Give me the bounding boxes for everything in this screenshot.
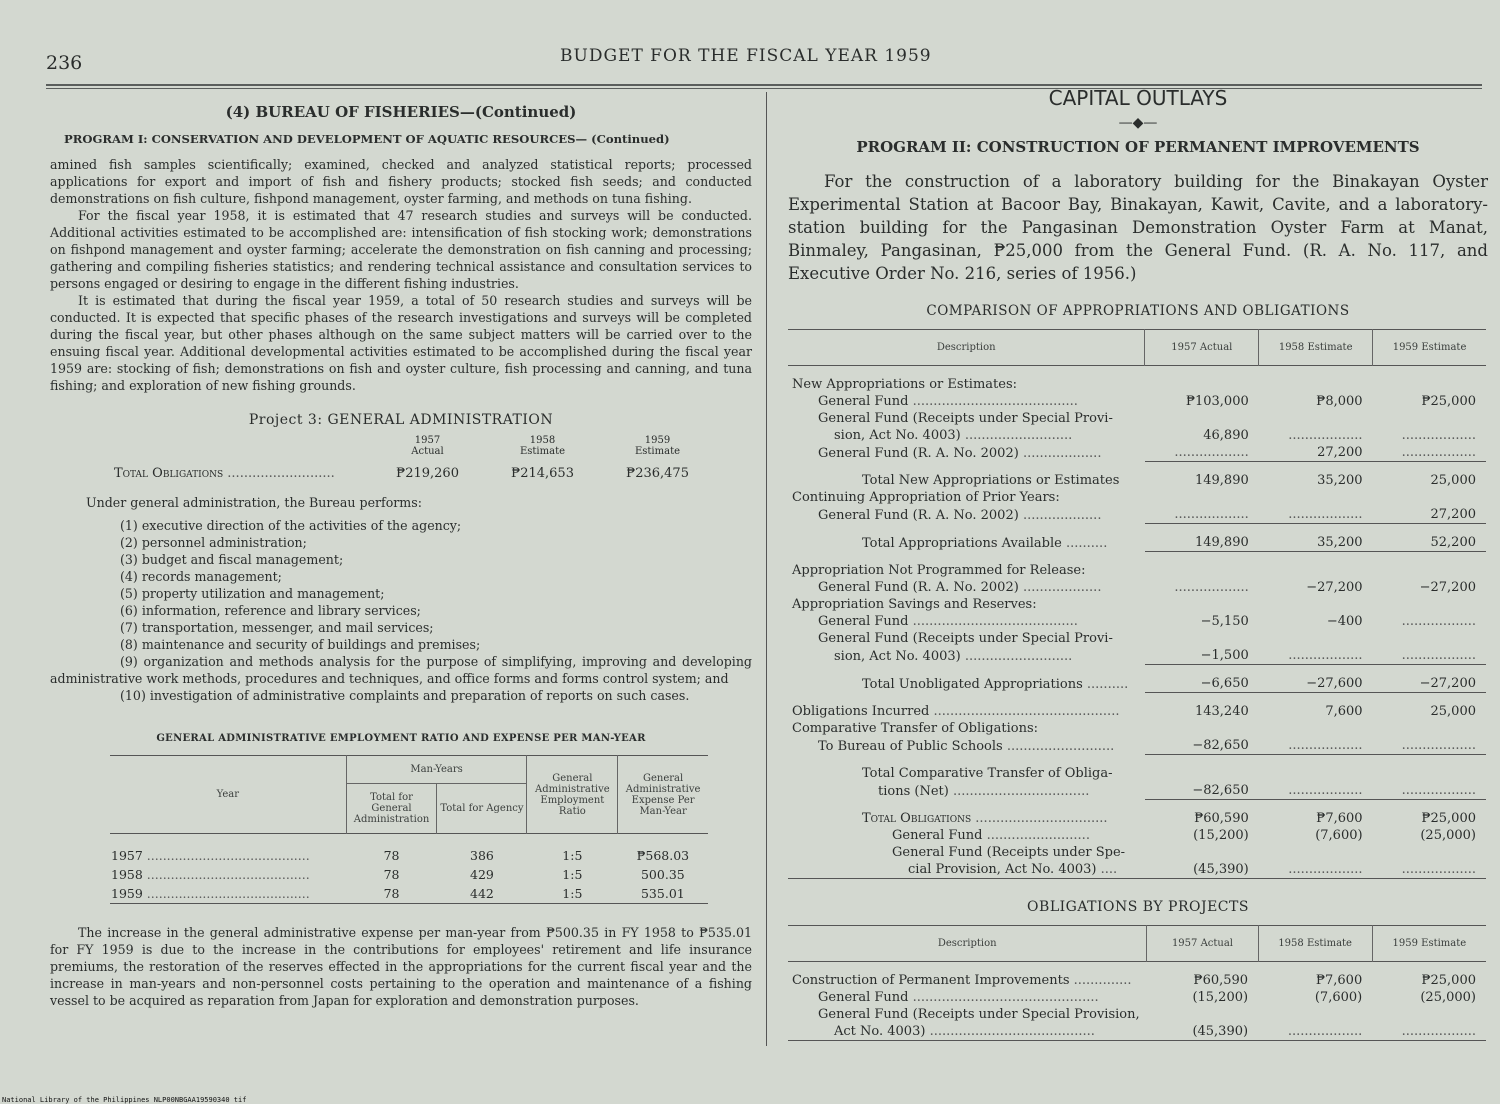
table-row: 1957 ......................................... 78 386 1:5 ₱568.03: [111, 848, 690, 863]
total-1959: ₱236,475: [626, 466, 689, 481]
list-item: (9) organization and methods analysis for the purpose of simplifying, improving and developing administrative work methods, procedures and techniques, and office forms and forms control system; and: [50, 654, 752, 686]
table-row: 1958 ......................................... 78 429 1:5 500.35: [111, 867, 685, 882]
table-row: Total Unobligated Appropriations .......... −6,650 −27,600 −27,200: [788, 675, 1486, 693]
table-row: New Appropriations or Estimates:: [792, 377, 1017, 392]
ratio-head-total-agency: Total for Agency: [437, 784, 527, 834]
head-1957: 1957 Actual: [1147, 926, 1258, 962]
list-item: (4) records management;: [120, 569, 282, 584]
performs-intro: Under general administration, the Bureau performs:: [86, 495, 422, 510]
head-1958: 1958 Estimate: [1258, 926, 1372, 962]
paragraph-3: It is estimated that during the fiscal year 1959, a total of 50 research studies and surveys will be conducted. It is expected that specific phases of the research investigations and surveys will be completed during the fiscal year, but other phases although on the same subject matters will be carried over to the ensuing fiscal year. Additional developmental activities estimated to be accomplished during the fiscal year 1959 are: stocking of fish; demonstrations on fish and oyster culture, fish processing and canning, and tuna fishing; and exploration of new fishing grounds.: [50, 293, 752, 393]
col-head-1957: 1957 Actual: [411, 435, 444, 457]
table-row: Total Comparative Transfer of Obliga-: [862, 766, 1113, 781]
total-1958: ₱214,653: [511, 466, 574, 481]
col-head-1959: 1959 Estimate: [634, 435, 681, 457]
table-row: Obligations Incurred ............................................. 143,240 7,600 25,000: [792, 704, 1476, 719]
list-item: (3) budget and fiscal management;: [120, 552, 344, 567]
table-row: Total New Appropriations or Estimates 149,890 35,200 25,000: [862, 473, 1476, 488]
table-row: Act No. 4003) ........................................ (45,390) .................. ..................: [788, 1023, 1486, 1041]
total-obligations-row: Total Obligations .......................... ₱219,260 ₱214,653 ₱236,475: [50, 465, 752, 482]
table-row: Appropriation Savings and Reserves:: [792, 597, 1037, 612]
comparison-title: COMPARISON OF APPROPRIATIONS AND OBLIGATIONS: [926, 303, 1350, 319]
ratio-table: [110, 755, 708, 904]
table-row: To Bureau of Public Schools .......................... −82,650 .................. ..................: [788, 737, 1486, 755]
table-row: cial Provision, Act No. 4003) .... (45,390) .................. ..................: [788, 861, 1486, 879]
list-item: (2) personnel administration;: [120, 535, 307, 550]
column-divider: [766, 92, 767, 1046]
table-row: Continuing Appropriation of Prior Years:: [792, 490, 1060, 505]
head-description: Description: [788, 330, 1145, 366]
table-row: General Fund (R. A. No. 2002) ................... .................. 27,200 ..................: [788, 444, 1486, 462]
paragraph-1: amined fish samples scientifically; examined, checked and analyzed statistical reports; processed applications for export and import of fish and fishery products; stocked fish seeds; and conducted demonstrations on fish culture, fishpond management, oyster farming, and methods on tuna fishing.: [50, 157, 752, 206]
program-ii-title: PROGRAM II: CONSTRUCTION OF PERMANENT IMPROVEMENTS: [856, 138, 1420, 156]
table-row: General Fund (R. A. No. 2002) ................... .................. −27,200 −27,200: [818, 580, 1476, 595]
ratio-head-man-years: Man-Years: [346, 756, 527, 784]
list-item: (10) investigation of administrative complaints and preparation of reports on such cases.: [120, 688, 690, 703]
col-head-1958: 1958 Estimate: [519, 435, 566, 457]
table-row: Comparative Transfer of Obligations:: [792, 721, 1038, 736]
ratio-head-total-ga: Total for General Administration: [346, 784, 437, 834]
table-row: sion, Act No. 4003) .......................... 46,890 .................. ..................: [834, 428, 1476, 443]
left-column: [50, 100, 752, 1009]
total-obligations-label: Total Obligations: [114, 466, 224, 481]
table-row: Construction of Permanent Improvements .............. ₱60,590 ₱7,600 ₱25,000: [792, 973, 1476, 988]
running-head: BUDGET FOR THE FISCAL YEAR 1959: [560, 46, 932, 66]
projects-title: OBLIGATIONS BY PROJECTS: [1027, 899, 1249, 915]
table-row: General Fund (Receipts under Special Provi-: [818, 411, 1113, 426]
ratio-table-title: GENERAL ADMINISTRATIVE EMPLOYMENT RATIO AND EXPENSE PER MAN-YEAR: [156, 733, 646, 744]
table-row: Total Obligations ................................ ₱60,590 ₱7,600 ₱25,000: [862, 811, 1476, 826]
table-row: sion, Act No. 4003) .......................... −1,500 .................. ..................: [788, 647, 1486, 665]
table-row: General Fund ............................................. (15,200) (7,600) (25,000): [818, 990, 1476, 1005]
table-row: tions (Net) ................................. −82,650 .................. ..................: [788, 782, 1486, 800]
projects-table: [788, 925, 1486, 1041]
head-1957: 1957 Actual: [1145, 330, 1259, 366]
comparison-table: [788, 329, 1486, 879]
ratio-head-expense: General Administrative Expense Per Man-Year: [618, 756, 708, 834]
closing-paragraph: The increase in the general administrative expense per man-year from ₱500.35 in FY 1958 to ₱535.01 for FY 1959 is due to the increase in the contributions for employees' retirement and life insurance premiums, the restoration of the reserves effected in the appropriations for the current fiscal year and the increase in man-years and non-personnel costs pertaining to the operation and maintenance of a fishing vessel to be acquired as reparation from Japan for exploration and demonstration purposes.: [50, 925, 752, 1008]
list-item: (5) property utilization and management;: [120, 586, 385, 601]
total-column-heads: [50, 435, 752, 457]
ratio-head-year: Year: [216, 789, 240, 800]
page-number: 236: [46, 52, 83, 74]
table-row: Appropriation Not Programmed for Release:: [792, 563, 1086, 578]
table-row: General Fund (Receipts under Special Provision,: [818, 1007, 1140, 1022]
list-item: (8) maintenance and security of buildings and premises;: [120, 637, 481, 652]
table-row: 1959 ......................................... 78 442 1:5 535.01: [110, 884, 708, 904]
list-item: (7) transportation, messenger, and mail services;: [120, 620, 434, 635]
duties-list: [50, 517, 752, 704]
table-row: General Fund (Receipts under Spe-: [892, 845, 1126, 860]
table-row: General Fund ......................... (15,200) (7,600) (25,000): [892, 828, 1476, 843]
head-1958: 1958 Estimate: [1259, 330, 1373, 366]
list-item: (6) information, reference and library services;: [120, 603, 421, 618]
table-row: Total Appropriations Available .......... 149,890 35,200 52,200: [788, 534, 1486, 552]
paragraph-2: For the fiscal year 1958, it is estimated that 47 research studies and surveys will be conducted. Additional activities estimated to be accomplished are: intensification of fish stocking work; demonstrations on fishpond management and oyster farming; accelerate the demonstration on fish canning and processing; gathering and compiling fisheries statistics; and rendering technical assistance and consultation services to persons engaged or desiring to engage in the different fishing industries.: [50, 208, 752, 291]
ratio-head-ratio: General Administrative Employment Ratio: [527, 756, 618, 834]
program-title: PROGRAM I: CONSERVATION AND DEVELOPMENT OF AQUATIC RESOURCES— (Continued): [64, 132, 670, 146]
list-item: (1) executive direction of the activities of the agency;: [120, 518, 462, 533]
program-ii-description: For the construction of a laboratory building for the Binakayan Oyster Experimental Station at Bacoor Bay, Binakayan, Kawit, Cavite, and a laboratory-station building for the Pangasinan Demonstration Oyster Farm at Manat, Binmaley, Pangasinan, ₱25,000 from the General Fund. (R. A. No. 117, and Executive Order No. 216, series of 1956.): [788, 172, 1488, 283]
ornament-divider: —◆—: [1118, 115, 1158, 131]
section-title: (4) BUREAU OF FISHERIES—(Continued): [225, 103, 577, 121]
capital-outlays-title: CAPITAL OUTLAYS: [1048, 86, 1228, 110]
project-title: Project 3: GENERAL ADMINISTRATION: [248, 412, 554, 428]
table-row: General Fund (R. A. No. 2002) ................... .................. .................. 27,200: [788, 506, 1486, 524]
table-row: General Fund ........................................ ₱103,000 ₱8,000 ₱25,000: [818, 394, 1476, 409]
right-column: [788, 84, 1488, 1041]
table-row: General Fund ........................................ −5,150 −400 ..................: [818, 614, 1476, 629]
head-1959: 1959 Estimate: [1392, 938, 1467, 949]
table-row: General Fund (Receipts under Special Provi-: [818, 631, 1113, 646]
head-1959: 1959 Estimate: [1392, 342, 1467, 353]
total-1957: ₱219,260: [396, 466, 459, 481]
scan-footer: National Library of the Philippines NLP00NBGAA19590340 tif: [2, 1096, 247, 1104]
head-description: Description: [788, 926, 1147, 962]
